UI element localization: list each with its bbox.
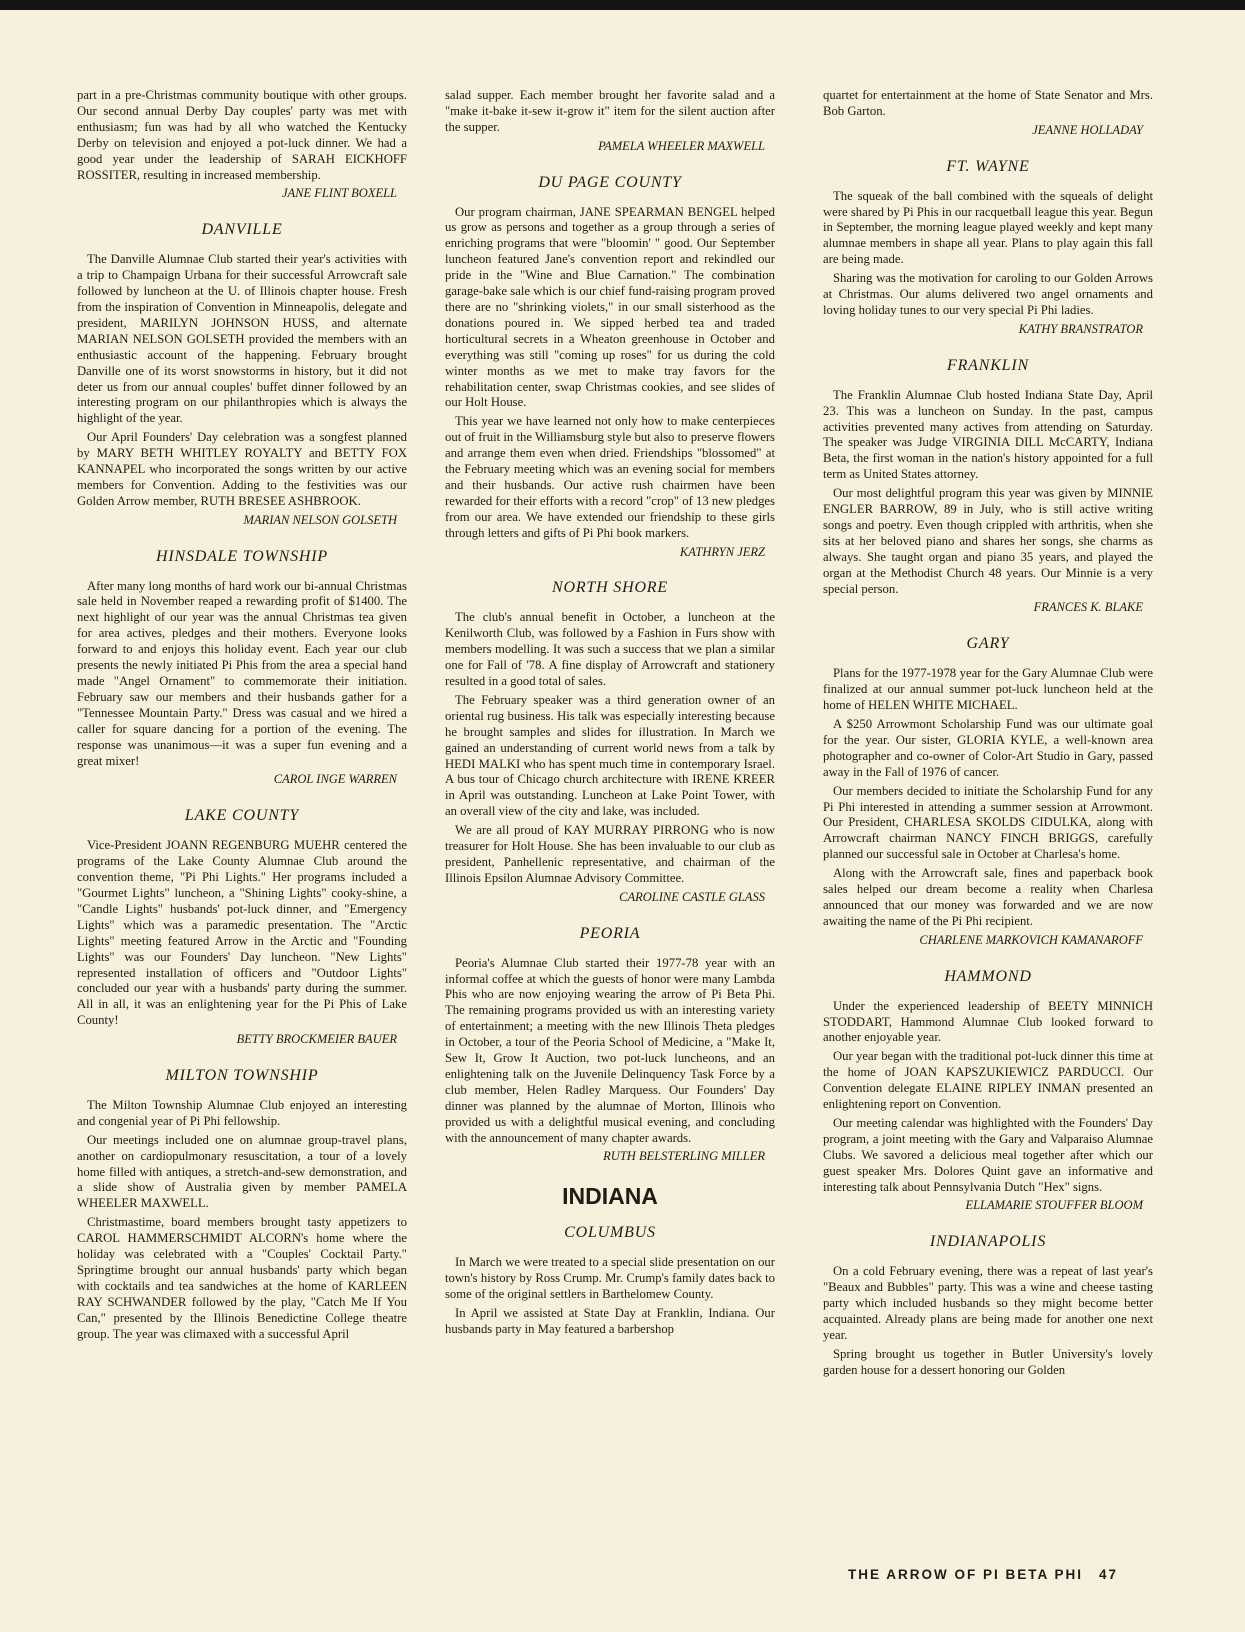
paragraph: Our April Founders' Day celebration was a songfest planned by MARY BETH WHITLEY ROYALTY and BETTY FOX KANNAPEL who incorporated the songs written by our active members for Convention. Adding to the festivities was our Golden Arrow member, RUTH BRESEE ASHBROOK. [77, 430, 407, 508]
author-signature: JANE FLINT BOXELL [281, 186, 397, 201]
section-heading: DANVILLE [201, 221, 283, 239]
author-signature: CHARLENE MARKOVICH KAMANAROFF [919, 932, 1143, 947]
paragraph: Plans for the 1977-1978 year for the Gary Alumnae Club were finalized at our annual summer pot-luck luncheon held at the home of HELEN WHITE MICHAEL. [823, 666, 1153, 713]
paragraph: The Danville Alumnae Club started their year's activities with a trip to Champaign Urbana for their successful Arrowcraft sale followed by luncheon at the U. of Illinois chapter house. Fresh from the inspiration of Convention in Minneapolis, delegate and president, MARILYN JOHNSON HUSS, and alternate MARIAN NELSON GOLSETH provided the members with an enthusiastic account of the happening. February brought Danville one of its worst snowstorms in history, but it did not deter us from our annual couples' buffet dinner followed by an interesting program on our philanthropies which is always the highlight of the year. [77, 252, 407, 426]
paragraph: Our meetings included one on alumnae group-travel plans, another on cardiopulmonary resuscitation, a tour of a lovely home filled with antiques, a stretch-and-sew demonstration, and a slide show of Australia given by member PAMELA WHEELER MAXWELL. [77, 1132, 407, 1211]
author-signature: RUTH BELSTERLING MILLER [603, 1149, 765, 1164]
state-heading: INDIANA [562, 1183, 658, 1210]
section-heading: INDIANAPOLIS [929, 1233, 1047, 1251]
paragraph: A $250 Arrowmont Scholarship Fund was our ultimate goal for the year. Our sister, GLORIA KYLE, a well-known area photographer and co-owner of Color-Art Studio in Gary, passed away in the Fall of 1976 of cancer. [823, 717, 1153, 779]
column-right [823, 88, 1153, 1382]
paragraph: Spring brought us together in Butler University's lovely garden house for a dessert honoring our Golden [823, 1346, 1153, 1377]
paragraph: Our most delightful program this year was given by MINNIE ENGLER BARROW, 89 in July, who is still active writing songs and poetry. Even though crippled with arthritis, when she sits at her beloved piano and shares her songs, she charms as always. She taught organ and piano 35 years, and played the organ at the Methodist Church 48 years. Our Minnie is a very special person. [823, 486, 1153, 596]
paragraph: The Milton Township Alumnae Club enjoyed an interesting and congenial year of Pi Phi fellowship. [77, 1097, 407, 1128]
publication-title: THE ARROW OF PI BETA PHI [848, 1567, 1083, 1582]
paragraph: Our members decided to initiate the Scholarship Fund for any Pi Phi interested in attending a summer session at Arrowmont. Our President, CHARLESA SKOLDS CIDULKA, along with Arrowcraft chairman NANCY FINCH BRIGGS, carefully planned our successful sale in October at Charlesa's home. [823, 783, 1153, 862]
section-heading: HAMMOND [944, 967, 1032, 985]
paragraph: Our year began with the traditional pot-luck dinner this time at the home of JOAN KAPSZUKIEWICZ PARDUCCI. Our Convention delegate ELAINE RIPLEY INMAN presented an enlightening report on Convention. [823, 1049, 1153, 1112]
author-signature: MARIAN NELSON GOLSETH [243, 512, 397, 527]
paragraph: Christmastime, board members brought tasty appetizers to CAROL HAMMERSCHMIDT ALCORN's home where the holiday was celebrated with a "Couples' Cocktail Party." Springtime brought our annual husbands' party which began with cocktails and tea sandwiches at the home of KARLEEN RAY SCHWANDER followed by the play, "Catch Me If You Can," presented by the Illinois Benedictine College theatre group. The year was climaxed with a successful April [77, 1215, 407, 1341]
paragraph: Vice-President JOANN REGENBURG MUEHR centered the programs of the Lake County Alumnae Club around the convention theme, "Pi Phi Lights." Her programs included a "Gourmet Lights" luncheon, a "Shining Lights" cooky-shine, a "Candle Lights" husbands' pot-luck dinner, and "Emergency Lights" which was a paramedic presentation. The "Arctic Lights" meeting featured Arrow in the Arctic and "Founding Lights" was our Founders' Day luncheon. "New Lights" represented installation of officers and "Outdoor Lights" concluded our year with a husbands' party during the summer. All in all, it was an enlightening year for the Pi Phis of Lake County! [77, 838, 407, 1028]
author-signature: BETTY BROCKMEIER BAUER [236, 1032, 397, 1047]
paragraph: In April we assisted at State Day at Franklin, Indiana. Our husbands party in May featured a barbershop [445, 1305, 775, 1336]
section-heading: HINSDALE TOWNSHIP [156, 547, 328, 565]
author-signature: ELLAMARIE STOUFFER BLOOM [965, 1198, 1143, 1213]
paragraph: Along with the Arrowcraft sale, fines and paperback book sales helped our dream become a reality when Charlesa announced that our money was forwarded and we are now awaiting the name of the Pi Phi recipient. [823, 866, 1153, 928]
page-footer [848, 1567, 1118, 1582]
author-signature: KATHY BRANSTRATOR [1018, 321, 1143, 336]
paragraph: This year we have learned not only how to make centerpieces out of fruit in the Williamsburg style but also to preserve flowers and arrange them even when dried. Friendships "blossomed" at the February meeting which was an evening social for members and their husbands. Our active rush chairmen have been rewarded for their efforts with a record "crop" of 13 new pledges from our area. We have extended our friendship to these girls through letters and gifts of Pi Phi book markers. [445, 414, 775, 540]
paragraph: The February speaker was a third generation owner of an oriental rug business. His talk was especially interesting because he brought samples and slides for illustration. In March we gained an understanding of current world news from a talk by HEDI MALKI who has spent much time in contemporary Israel. A bus tour of Chicago church architecture with IRENE KREER in April was outstanding. Luncheon at Lake Point Tower, with an overall view of the city and lake, was included. [445, 692, 775, 819]
paragraph: part in a pre-Christmas community boutique with other groups. Our second annual Derby Day couples' party was met with enthusiasm; fun was had by all who watched the Kentucky Derby on television and enjoyed a pot-luck dinner. We had a good year under the leadership of SARAH EICKHOFF ROSSITER, resulting in increased membership. [77, 88, 407, 182]
author-signature: FRANCES K. BLAKE [1033, 600, 1143, 615]
top-edge-bar [0, 0, 1245, 10]
paragraph: The squeak of the ball combined with the squeals of delight were shared by Pi Phis in our racquetball league this year. Begun in September, the morning league played weekly and kept many alumnae members in shape all year. Plans to play again this fall are being made. [823, 188, 1153, 267]
paragraph: Our meeting calendar was highlighted with the Founders' Day program, a joint meeting with the Gary and Valparaiso Alumnae Clubs. We savored a delicious meal together after which our guest speaker Mrs. Dolores Quint gave an informative and interesting talk about Pennsylvania Dutch "Hex" signs. [823, 1115, 1153, 1194]
section-heading: COLUMBUS [564, 1224, 656, 1242]
page-number: 47 [1099, 1567, 1119, 1582]
author-signature: PAMELA WHEELER MAXWELL [598, 138, 765, 153]
paragraph: In March we were treated to a special slide presentation on our town's history by Ross Crump. Mr. Crump's family dates back to some of the original settlers in Barthelomew County. [445, 1255, 775, 1301]
paragraph: Under the experienced leadership of BEETY MINNICH STODDART, Hammond Alumnae Club looked forward to another enjoyable year. [823, 998, 1153, 1045]
column-middle [445, 88, 775, 1341]
section-heading: GARY [966, 635, 1010, 653]
paragraph: Peoria's Alumnae Club started their 1977-78 year with an informal coffee at which the guests of honor were many Lambda Phis who are now enjoying wearing the arrow of Pi Beta Phi. The remaining programs provided us with an interesting variety of entertainment; a meeting with the new Illinois Theta pledges in October, a tour of the Peoria School of Medicine, a "Make It, Sew It, Grow It Auction, two pot-luck luncheons, and an enlightening talk on the Juvenile Delinquency Task Force by a club member, Helen Radley Marquess. Our Founders' Day dinner was planned by the alumnae of Morton, Illinois who provided us with a delightful musical evening, and concluding with the announcement of many chapter awards. [445, 955, 775, 1145]
paragraph: Our program chairman, JANE SPEARMAN BENGEL helped us grow as persons and together as a group through a series of enriching programs that were "bloomin' " good. Our September luncheon featured Jane's convention report and rekindled our pride in the "Wine and Blue Carnation." The combination garage-bake sale which is our chief fund-raising program proved there are no "shrinking violets," in our small sisterhood as the donations poured in. We sipped herbed tea and traded horticultural secrets in a Wheaton greenhouse in October and everything was still "coming up roses" for us during the cold winter months as we met to make tray favors for the rehabilitation center, swap Christmas cookies, and see slides of our Holt House. [445, 204, 775, 410]
section-heading: DU PAGE COUNTY [538, 173, 682, 191]
author-signature: CAROLINE CASTLE GLASS [619, 889, 765, 904]
section-heading: PEORIA [579, 924, 641, 942]
paragraph: On a cold February evening, there was a repeat of last year's "Beaux and Bubbles" party. This was a wine and cheese tasting party which included husbands so they might become better acquainted. Already plans are being made for another one next year. [823, 1264, 1153, 1342]
section-heading: NORTH SHORE [552, 579, 668, 597]
column-left [77, 88, 407, 1346]
paragraph: The club's annual benefit in October, a luncheon at the Kenilworth Club, was followed by a Fashion in Furs show with members modelling. It was such a success that we plan a similar one for Fall of '78. A fine display of Arrowcraft and stationery resulted in a good total of sales. [445, 610, 775, 688]
paragraph: After many long months of hard work our bi-annual Christmas sale held in November reaped a rewarding profit of $1400. The next highlight of our year was the annual Christmas tea given for area actives, pledges and their mothers. Everyone looks forward to and enjoys this holiday event. Each year our club presents the newly initiated Pi Phis from the area a special hand made "Angel Ornament" to commemorate their initiation. February saw our members and their husbands gather for a "Tennessee Mountain Party." Dress was casual and we hired a caller for square dancing for a portion of the evening. The response was unanimous—it was a super fun evening and a great mixer! [77, 578, 407, 768]
paragraph: Sharing was the motivation for caroling to our Golden Arrows at Christmas. Our alums delivered two angel ornaments and loving holiday tunes to our very special Pi Phi ladies. [823, 271, 1153, 317]
paragraph: We are all proud of KAY MURRAY PIRRONG who is now treasurer for Holt House. She has been invaluable to our club as president, Panhellenic representative, and chairman of the Illinois Epsilon Alumnae Advisory Committee. [445, 823, 775, 885]
paragraph: quartet for entertainment at the home of State Senator and Mrs. Bob Garton. [823, 88, 1153, 118]
section-heading: MILTON TOWNSHIP [165, 1067, 319, 1085]
section-heading: FRANKLIN [947, 356, 1029, 374]
paragraph: salad supper. Each member brought her favorite salad and a "make it-bake it-sew it-grow it" item for the silent auction after the supper. [445, 88, 775, 134]
author-signature: CAROL INGE WARREN [273, 772, 397, 787]
author-signature: JEANNE HOLLADAY [1032, 122, 1143, 137]
author-signature: KATHRYN JERZ [679, 544, 765, 559]
section-heading: LAKE COUNTY [184, 807, 300, 825]
paragraph: The Franklin Alumnae Club hosted Indiana State Day, April 23. This was a luncheon on Sunday. In the past, campus activities prevented many actives from attending on Saturday. The speaker was Judge VIRGINIA DILL McCARTY, Indiana Beta, the first woman in the nation's history appointed for a full term as United States attorney. [823, 387, 1153, 482]
section-heading: FT. WAYNE [946, 157, 1030, 175]
